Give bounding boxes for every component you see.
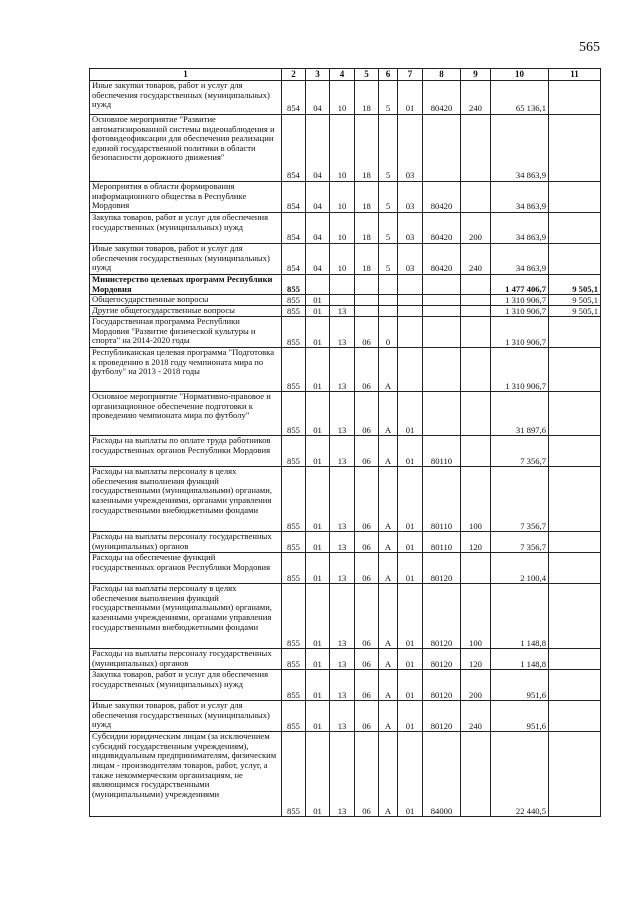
table-cell: 10 [330, 244, 355, 275]
row-name-cell: Основное мероприятие "Развитие автоматизированной системы видеонаблюдения и фотовидеофиксации для обеспечения реализации единой государственной политики в области безопасности дорожного движения" [90, 115, 282, 182]
table-cell [330, 295, 355, 306]
row-name-cell: Иные закупки товаров, работ и услуг для обеспечения государственных (муниципальных) нужд [90, 244, 282, 275]
table-cell: 200 [461, 670, 491, 701]
table-cell [549, 436, 601, 467]
row-name-cell: Республиканская целевая программа "Подготовка к проведению в 2018 году чемпионата мира по футболу" на 2013 - 2018 годы [90, 348, 282, 392]
table-cell [330, 275, 355, 295]
table-cell [355, 295, 379, 306]
table-cell: 01 [306, 392, 330, 436]
table-cell: 854 [282, 213, 306, 244]
table-cell: 854 [282, 81, 306, 115]
table-cell [461, 275, 491, 295]
table-cell: 120 [461, 532, 491, 553]
row-name-cell: Закупка товаров, работ и услуг для обеспечения государственных (муниципальных) нужд [90, 213, 282, 244]
table-cell [549, 115, 601, 182]
table-cell [549, 584, 601, 649]
table-cell: 1 148,8 [491, 584, 549, 649]
table-cell: 01 [306, 701, 330, 732]
table-cell [379, 295, 398, 306]
row-name-cell: Другие общегосударственные вопросы [90, 306, 282, 317]
table-cell: А [379, 649, 398, 670]
table-cell [549, 553, 601, 584]
table-cell: 1 310 906,7 [491, 306, 549, 317]
budget-table [89, 68, 601, 817]
table-cell: 1 477 406,7 [491, 275, 549, 295]
row-name-cell: Субсидии юридическим лицам (за исключением субсидий государственным учреждениям), индивидуальным предпринимателям, физическим лицам - производителям товаров, работ, услуг, а также некоммерческим организациям, не являющимся государственными (муниципальными) учреждениями [90, 732, 282, 817]
table-cell: 01 [306, 348, 330, 392]
column-header: 2 [282, 69, 306, 81]
table-cell: 01 [398, 81, 423, 115]
table-row [90, 553, 601, 584]
table-cell: 855 [282, 532, 306, 553]
table-cell [398, 275, 423, 295]
table-row [90, 295, 601, 306]
table-cell [549, 81, 601, 115]
table-cell: 951,6 [491, 670, 549, 701]
table-cell: 34 863,9 [491, 182, 549, 213]
table-cell: 01 [398, 670, 423, 701]
table-cell: 04 [306, 213, 330, 244]
table-row [90, 436, 601, 467]
table-cell: 7 356,7 [491, 532, 549, 553]
table-cell: А [379, 553, 398, 584]
table-cell: 120 [461, 649, 491, 670]
table-row [90, 732, 601, 817]
table-cell [549, 732, 601, 817]
table-cell [423, 115, 461, 182]
table-cell: 01 [306, 306, 330, 317]
table-cell: 80420 [423, 213, 461, 244]
table-cell: 5 [379, 81, 398, 115]
row-name-cell: Расходы на выплаты персоналу государственных (муниципальных) органов [90, 532, 282, 553]
table-cell [549, 649, 601, 670]
table-cell: 18 [355, 244, 379, 275]
table-row [90, 213, 601, 244]
table-cell: 855 [282, 295, 306, 306]
table-cell: 80120 [423, 553, 461, 584]
table-cell: 854 [282, 244, 306, 275]
table-cell: 5 [379, 213, 398, 244]
table-cell: А [379, 670, 398, 701]
table-cell [306, 275, 330, 295]
table-cell: 01 [398, 392, 423, 436]
table-cell: 855 [282, 348, 306, 392]
table-cell [461, 348, 491, 392]
table-cell: 1 310 906,7 [491, 317, 549, 348]
column-header: 9 [461, 69, 491, 81]
table-cell: 854 [282, 115, 306, 182]
table-cell: 06 [355, 532, 379, 553]
table-cell: 18 [355, 115, 379, 182]
row-name-cell: Расходы на выплаты персоналу государственных (муниципальных) органов [90, 649, 282, 670]
table-cell [549, 244, 601, 275]
table-cell: 80120 [423, 584, 461, 649]
table-row [90, 532, 601, 553]
table-body [90, 81, 601, 817]
table-cell: 01 [398, 436, 423, 467]
table-cell: 855 [282, 584, 306, 649]
table-cell: 06 [355, 670, 379, 701]
table-cell [549, 670, 601, 701]
table-cell: 03 [398, 115, 423, 182]
table-cell [549, 213, 601, 244]
table-cell: 06 [355, 732, 379, 817]
table-cell: 854 [282, 182, 306, 213]
table-cell: 04 [306, 182, 330, 213]
table-cell [461, 306, 491, 317]
table-cell: А [379, 392, 398, 436]
table-row [90, 244, 601, 275]
table-row [90, 467, 601, 532]
table-cell: 34 863,9 [491, 213, 549, 244]
table-cell [398, 295, 423, 306]
table-cell: 13 [330, 732, 355, 817]
row-name-cell: Иные закупки товаров, работ и услуг для обеспечения государственных (муниципальных) нужд [90, 81, 282, 115]
table-cell: 06 [355, 392, 379, 436]
table-cell: 13 [330, 649, 355, 670]
table-header-row [90, 69, 601, 81]
table-cell: 80120 [423, 670, 461, 701]
table-cell [355, 306, 379, 317]
page-number: 565 [579, 40, 600, 55]
table-cell: 04 [306, 115, 330, 182]
table-cell: 5 [379, 182, 398, 213]
table-cell: 06 [355, 467, 379, 532]
table-cell: 1 310 906,7 [491, 348, 549, 392]
row-name-cell: Закупка товаров, работ и услуг для обеспечения государственных (муниципальных) нужд [90, 670, 282, 701]
table-cell: 06 [355, 701, 379, 732]
table-row [90, 392, 601, 436]
table-cell: 7 356,7 [491, 436, 549, 467]
table-cell: 31 897,6 [491, 392, 549, 436]
table-cell: 1 310 906,7 [491, 295, 549, 306]
table-cell: 100 [461, 584, 491, 649]
column-header: 4 [330, 69, 355, 81]
table-cell: 855 [282, 553, 306, 584]
table-cell [461, 392, 491, 436]
table-row [90, 649, 601, 670]
table-cell: 2 100,4 [491, 553, 549, 584]
row-name-cell: Государственная программа Республики Мордовия "Развитие физической культуры и спорта" на 2014-2020 годы [90, 317, 282, 348]
table-cell: 01 [306, 649, 330, 670]
table-cell: 34 863,9 [491, 244, 549, 275]
table-cell: 01 [306, 732, 330, 817]
table-cell: 13 [330, 701, 355, 732]
table-cell: 5 [379, 115, 398, 182]
table-cell: 13 [330, 553, 355, 584]
table-cell: А [379, 732, 398, 817]
table-cell: 65 136,1 [491, 81, 549, 115]
table-cell [549, 182, 601, 213]
table-cell [461, 553, 491, 584]
table-cell: 01 [398, 467, 423, 532]
table-row [90, 81, 601, 115]
row-name-cell: Расходы на выплаты персоналу в целях обеспечения выполнения функций государственными (муниципальными) органами, казенными учреждениями, органами управления государственными внебюджетными фондами [90, 584, 282, 649]
table-cell [423, 392, 461, 436]
table-cell: 855 [282, 649, 306, 670]
table-cell: А [379, 701, 398, 732]
table-cell: А [379, 584, 398, 649]
table-cell: 855 [282, 732, 306, 817]
row-name-cell: Расходы на обеспечение функций государственных органов Республики Мордовия [90, 553, 282, 584]
table-cell: 855 [282, 275, 306, 295]
row-name-cell: Основное мероприятие "Нормативно-правовое и организационное обеспечение подготовки к проведению чемпионата мира по футболу" [90, 392, 282, 436]
table-cell [549, 467, 601, 532]
table-row [90, 584, 601, 649]
table-cell [549, 392, 601, 436]
table-row [90, 275, 601, 295]
table-cell: 951,6 [491, 701, 549, 732]
table-cell: 0 [379, 317, 398, 348]
table-cell [423, 295, 461, 306]
table-cell: 9 505,1 [549, 306, 601, 317]
table-cell: 01 [398, 732, 423, 817]
table-cell: 10 [330, 182, 355, 213]
column-header: 8 [423, 69, 461, 81]
table-cell: 03 [398, 182, 423, 213]
table-cell: 5 [379, 244, 398, 275]
table-cell: 13 [330, 392, 355, 436]
table-cell: 06 [355, 584, 379, 649]
table-cell: 240 [461, 701, 491, 732]
column-header: 3 [306, 69, 330, 81]
table-cell: 855 [282, 670, 306, 701]
column-header: 1 [90, 69, 282, 81]
column-header: 5 [355, 69, 379, 81]
table-cell: 855 [282, 467, 306, 532]
table-cell: 06 [355, 348, 379, 392]
table-cell [461, 182, 491, 213]
table-cell: 80110 [423, 467, 461, 532]
table-cell: 80420 [423, 81, 461, 115]
table-cell: 03 [398, 213, 423, 244]
table-cell: 13 [330, 306, 355, 317]
table-cell [461, 317, 491, 348]
table-row [90, 317, 601, 348]
table-cell: 04 [306, 81, 330, 115]
table-cell: 06 [355, 553, 379, 584]
table-cell: 855 [282, 317, 306, 348]
table-cell: 10 [330, 81, 355, 115]
table-cell: 06 [355, 317, 379, 348]
table-cell: 10 [330, 115, 355, 182]
table-cell: 01 [398, 649, 423, 670]
table-cell: 01 [306, 670, 330, 701]
table-row [90, 670, 601, 701]
table-cell: 9 505,1 [549, 295, 601, 306]
column-header: 7 [398, 69, 423, 81]
row-name-cell: Министерство целевых программ Республики Мордовия [90, 275, 282, 295]
table-cell [423, 275, 461, 295]
row-name-cell: Общегосударственные вопросы [90, 295, 282, 306]
table-cell: 10 [330, 213, 355, 244]
row-name-cell: Расходы на выплаты персоналу в целях обеспечения выполнения функций государственными (муниципальными) органами, казенными учреждениями, органами управления государственными внебюджетными фондами [90, 467, 282, 532]
table-cell: 13 [330, 532, 355, 553]
table-cell: 13 [330, 317, 355, 348]
table-cell: 34 863,9 [491, 115, 549, 182]
table-cell: 01 [306, 317, 330, 348]
table-cell: 13 [330, 436, 355, 467]
table-cell: 9 505,1 [549, 275, 601, 295]
table-cell: 855 [282, 306, 306, 317]
table-cell [461, 732, 491, 817]
table-cell: 855 [282, 392, 306, 436]
table-cell [423, 306, 461, 317]
table-cell: 80120 [423, 701, 461, 732]
table-cell: 01 [398, 584, 423, 649]
table-cell: 80110 [423, 532, 461, 553]
table-cell [461, 436, 491, 467]
table-cell: 18 [355, 81, 379, 115]
row-name-cell: Мероприятия в области формирования информационного общества в Республике Мордовия [90, 182, 282, 213]
column-header: 10 [491, 69, 549, 81]
table-cell: 100 [461, 467, 491, 532]
table-cell: 7 356,7 [491, 467, 549, 532]
table-row [90, 701, 601, 732]
table-cell: 855 [282, 701, 306, 732]
table-cell [549, 348, 601, 392]
table-cell: А [379, 532, 398, 553]
table-row [90, 348, 601, 392]
table-cell: 04 [306, 244, 330, 275]
row-name-cell: Иные закупки товаров, работ и услуг для обеспечения государственных (муниципальных) нужд [90, 701, 282, 732]
table-cell [461, 115, 491, 182]
table-row [90, 115, 601, 182]
column-header: 11 [549, 69, 601, 81]
column-header: 6 [379, 69, 398, 81]
table-cell: 13 [330, 670, 355, 701]
table-cell: 06 [355, 436, 379, 467]
table-cell: 01 [306, 467, 330, 532]
table-cell [461, 295, 491, 306]
table-cell: 200 [461, 213, 491, 244]
table-cell: 18 [355, 213, 379, 244]
table-cell: А [379, 467, 398, 532]
table-cell: 1 148,8 [491, 649, 549, 670]
table-cell: 13 [330, 348, 355, 392]
table-cell [398, 306, 423, 317]
table-cell: 80110 [423, 436, 461, 467]
row-name-cell: Расходы на выплаты по оплате труда работников государственных органов Республики Мордовия [90, 436, 282, 467]
table-cell [355, 275, 379, 295]
table-cell [398, 317, 423, 348]
table-cell [423, 317, 461, 348]
table-cell: 06 [355, 649, 379, 670]
table-cell: 18 [355, 182, 379, 213]
table-cell: 13 [330, 467, 355, 532]
table-cell [398, 348, 423, 392]
table-cell: 84000 [423, 732, 461, 817]
table-cell: 01 [306, 436, 330, 467]
table-cell: 80420 [423, 182, 461, 213]
table-cell: 01 [398, 701, 423, 732]
table-cell: 03 [398, 244, 423, 275]
table-cell [379, 275, 398, 295]
table-cell: 01 [398, 532, 423, 553]
table-cell: 80120 [423, 649, 461, 670]
table-cell [549, 701, 601, 732]
table-cell [549, 317, 601, 348]
table-cell: 22 440,5 [491, 732, 549, 817]
table-cell: 01 [398, 553, 423, 584]
table-cell: А [379, 348, 398, 392]
table-cell: 240 [461, 81, 491, 115]
table-cell: 01 [306, 532, 330, 553]
table-cell: 80420 [423, 244, 461, 275]
table-cell: А [379, 436, 398, 467]
table-cell: 01 [306, 295, 330, 306]
table-cell: 240 [461, 244, 491, 275]
table-cell [379, 306, 398, 317]
table-row [90, 306, 601, 317]
table-cell: 855 [282, 436, 306, 467]
table-cell [423, 348, 461, 392]
table-cell: 01 [306, 553, 330, 584]
table-cell: 01 [306, 584, 330, 649]
table-row [90, 182, 601, 213]
table-cell [549, 532, 601, 553]
budget-table-container [89, 68, 600, 817]
table-cell: 13 [330, 584, 355, 649]
